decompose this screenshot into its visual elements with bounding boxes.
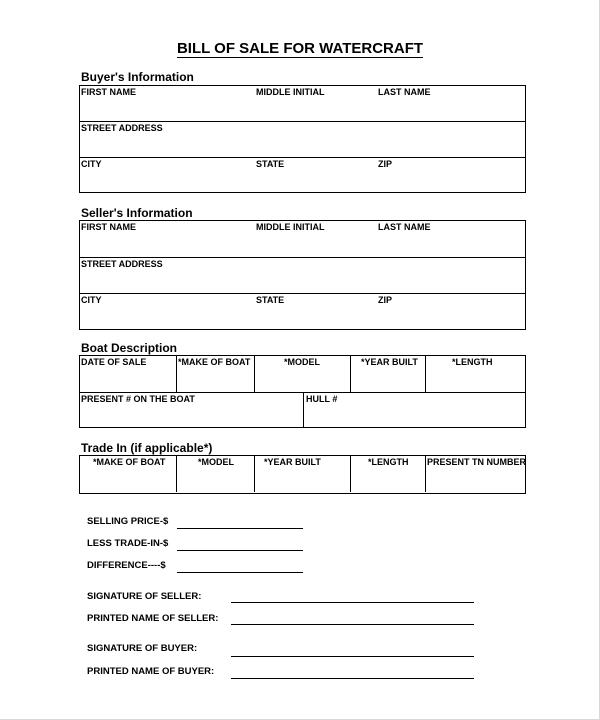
seller-name-row[interactable] — [80, 221, 525, 257]
column-divider — [176, 356, 177, 392]
buyer-printed-name-label: PRINTED NAME OF BUYER: — [87, 666, 215, 677]
column-divider — [425, 356, 426, 392]
boat-present-number-label: PRESENT # ON THE BOAT — [81, 394, 195, 404]
boat-details-row — [80, 356, 525, 392]
buyer-printed-name-field[interactable] — [231, 678, 474, 679]
buyer-city-label: CITY — [81, 159, 102, 169]
difference-label: DIFFERENCE----$ — [87, 560, 166, 571]
difference-field[interactable] — [177, 572, 303, 573]
trade-in-make-label: *MAKE OF BOAT — [93, 457, 166, 467]
trade-in-table — [79, 455, 526, 494]
boat-description-table — [79, 355, 526, 428]
buyer-name-row[interactable] — [80, 86, 525, 121]
column-divider — [425, 456, 426, 492]
column-divider — [254, 356, 255, 392]
trade-in-length-label: *LENGTH — [368, 457, 409, 467]
boat-make-label: *MAKE OF BOAT — [178, 357, 251, 367]
trade-in-model-label: *MODEL — [198, 457, 234, 467]
boat-year-built-label: *YEAR BUILT — [361, 357, 418, 367]
document-title — [0, 40, 600, 57]
buyer-section-heading: Buyer's Information — [81, 70, 194, 84]
buyer-info-table — [79, 85, 526, 193]
selling-price-label: SELLING PRICE-$ — [87, 516, 169, 527]
buyer-city-row[interactable] — [80, 157, 525, 192]
seller-printed-name-field[interactable] — [231, 624, 474, 625]
boat-model-label: *MODEL — [284, 357, 320, 367]
seller-city-row[interactable] — [80, 293, 525, 329]
boat-length-label: *LENGTH — [452, 357, 493, 367]
buyer-last-name-label: LAST NAME — [378, 87, 431, 97]
seller-middle-initial-label: MIDDLE INITIAL — [256, 222, 325, 232]
buyer-signature-label: SIGNATURE OF BUYER: — [87, 643, 198, 654]
boat-hull-label: HULL # — [306, 394, 338, 404]
seller-zip-label: ZIP — [378, 295, 393, 305]
column-divider — [176, 456, 177, 492]
seller-street-label: STREET ADDRESS — [81, 259, 163, 269]
seller-info-table — [79, 220, 526, 330]
column-divider — [350, 456, 351, 492]
column-divider — [350, 356, 351, 392]
buyer-street-label: STREET ADDRESS — [81, 123, 163, 133]
buyer-street-row[interactable] — [80, 121, 525, 157]
seller-state-label: STATE — [256, 295, 285, 305]
buyer-first-name-label: FIRST NAME — [81, 87, 136, 97]
column-divider — [254, 456, 255, 492]
seller-city-label: CITY — [81, 295, 102, 305]
trade-in-section-heading: Trade In (if applicable*) — [81, 441, 213, 455]
seller-section-heading: Seller's Information — [81, 206, 193, 220]
buyer-middle-initial-label: MIDDLE INITIAL — [256, 87, 325, 97]
seller-signature-label: SIGNATURE OF SELLER: — [87, 591, 202, 602]
less-trade-in-field[interactable] — [177, 550, 303, 551]
buyer-state-label: STATE — [256, 159, 285, 169]
seller-printed-name-label: PRINTED NAME OF SELLER: — [87, 613, 219, 624]
trade-in-row — [80, 456, 525, 492]
boat-date-of-sale-label: DATE OF SALE — [81, 357, 147, 367]
buyer-signature-field[interactable] — [231, 656, 474, 657]
seller-signature-field[interactable] — [231, 602, 474, 603]
selling-price-field[interactable] — [177, 528, 303, 529]
seller-street-row[interactable] — [80, 257, 525, 293]
trade-in-year-built-label: *YEAR BUILT — [264, 457, 321, 467]
buyer-zip-label: ZIP — [378, 159, 393, 169]
document-title-text: BILL OF SALE FOR WATERCRAFT — [176, 40, 424, 57]
column-divider — [303, 393, 304, 427]
boat-section-heading: Boat Description — [81, 341, 178, 355]
boat-number-row — [80, 392, 525, 427]
seller-first-name-label: FIRST NAME — [81, 222, 136, 232]
trade-in-present-tn-label: PRESENT TN NUMBER — [427, 457, 527, 467]
seller-last-name-label: LAST NAME — [378, 222, 431, 232]
less-trade-in-label: LESS TRADE-IN-$ — [87, 538, 169, 549]
